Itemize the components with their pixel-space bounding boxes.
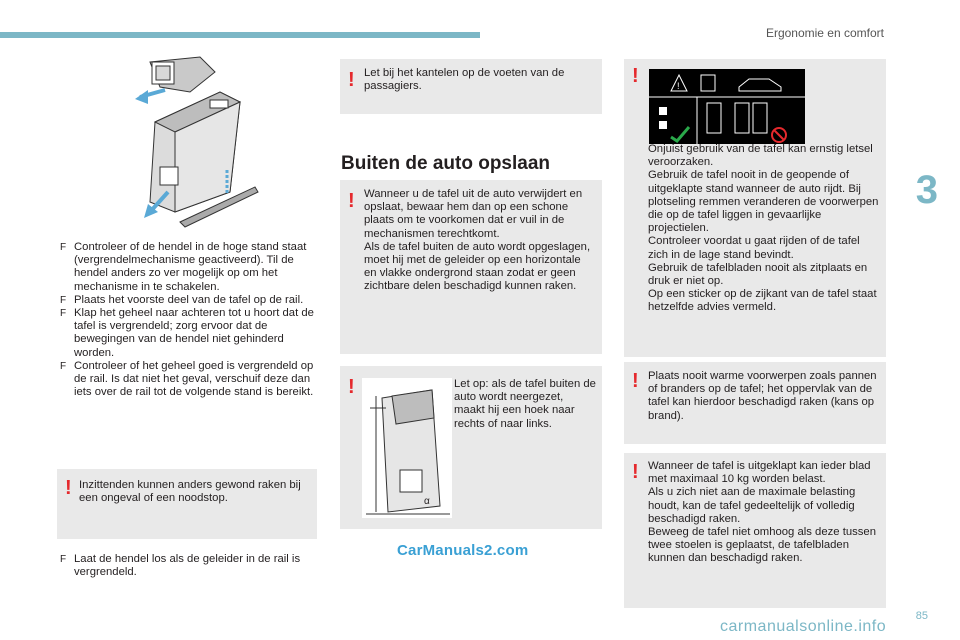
table-rail-figure xyxy=(130,52,260,232)
warning-box-injury: ! Inzittenden kunnen anders gewond raken bij een ongeval of een noodstop. xyxy=(57,469,317,539)
watermark: CarManuals2.com xyxy=(397,542,529,559)
list-item: F Controleer of het geheel goed is vergrendeld op de rail. Is dat niet het geval, verschuif deze dan iets over de rail tot de volgende stand is bereikt. xyxy=(60,359,314,399)
warning-icon: ! xyxy=(632,370,639,392)
svg-text:!: ! xyxy=(677,81,680,91)
bullet-icon: F xyxy=(60,554,67,565)
table-angle-figure xyxy=(362,378,452,518)
warning-box-weight: ! Wanneer de tafel is uitgeklapt kan ieder blad met maximaal 10 kg worden belast. Als u zich niet aan de maximale belasting houdt, kan de tafel gedeeltelijk of volledig beschadigd raken. Beweeg de tafel niet omhoog als deze tussen twee stoelen is geplaatst, de tafelbladen kunnen dan beschadigd raken. xyxy=(624,453,886,608)
warning-icon: ! xyxy=(348,69,355,91)
bullet-icon: F xyxy=(60,242,67,253)
chapter-number: 3 xyxy=(915,168,938,212)
bullet-icon: F xyxy=(60,308,67,320)
warning-sticker-illustration xyxy=(649,69,805,144)
warning-icon: ! xyxy=(632,461,639,483)
warning-icon: ! xyxy=(348,376,355,398)
warning-icon: ! xyxy=(632,65,639,87)
warning-box-tilt: ! Let bij het kantelen op de voeten van de passagiers. xyxy=(340,59,602,114)
warning-icon: ! xyxy=(65,477,72,499)
bullet-icon: F xyxy=(60,360,67,372)
footer-site: carmanualsonline.info xyxy=(720,618,887,635)
bullet-icon: F xyxy=(60,294,67,306)
instruction-list xyxy=(60,241,314,399)
list-item: F Laat de hendel los als de geleider in de rail is vergrendeld. xyxy=(60,553,301,579)
section-title: Ergonomie en comfort xyxy=(765,26,884,40)
page-number: 85 xyxy=(915,610,928,622)
warning-icon: ! xyxy=(348,190,355,212)
section-heading: Buiten de auto opslaan xyxy=(341,153,551,174)
warning-box-angle: ! α Let op: als de tafel buiten de auto wordt neergezet, maakt hij een hoek naar rechts of naar links. xyxy=(340,366,602,529)
warning-box-sticker: ! ! Onjuist gebruik van de tafel kan ernstig letsel veroorzaken. Gebruik de tafel nooit in de geopende of uitgeklapte stand wanneer de auto rijdt. Bij plotseling remmen veranderen de voorwerpen die op de tafel liggen in gevaarlijke projectielen. Controleer voordat u gaat rijden of de tafel zich in de lage stand bevindt. Gebruik de tafelbladen nooit als zitplaats en druk er niet op. Op een sticker op de zijkant van de tafel staat hetzelfde advies vermeld. xyxy=(624,59,886,357)
warning-box-storage: ! Wanneer u de tafel uit de auto verwijdert en opslaat, bewaar hem dan op een schone plaats om te voorkomen dat er vuil in de mechanismen terechtkomt. Als de tafel buiten de auto wordt opgeslagen, moet hij met de geleider op een horizontale en vlakke ondergrond staan zodat er geen zichtbare delen beschadigd kunnen raken. xyxy=(340,180,602,354)
warning-box-hot-items: ! Plaats nooit warme voorwerpen zoals pannen of branders op de tafel; het oppervlak van de tafel kan hierdoor beschadigd raken (kans op brand). xyxy=(624,362,886,444)
list-item: F Controleer of de hendel in de hoge stand staat (vergrendelmechanisme geactiveerd). Til de hendel anders zo ver mogelijk op om het mechanisme in te schakelen. xyxy=(60,241,307,293)
header-accent-bar xyxy=(0,32,480,38)
list-item: F Plaats het voorste deel van de tafel op de rail. xyxy=(60,293,304,306)
angle-label: α xyxy=(424,496,430,507)
list-item: F Klap het geheel naar achteren tot u hoort dat de tafel is vergrendeld; zorg ervoor dat de bewegingen van de hendel niet gehinderd worden. xyxy=(60,307,314,359)
